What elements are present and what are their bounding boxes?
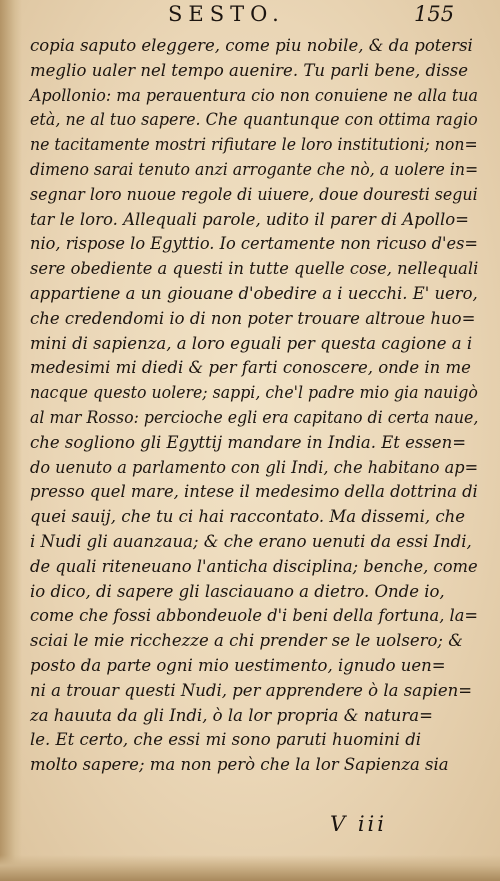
text-line: posto da parte ogni mio uestimento, ignudo uen=	[30, 655, 446, 675]
text-line: come che fossi abbondeuole d'i beni della fortuna, la=	[30, 606, 479, 626]
text-line: za hauuta da gli Indi, ò la lor propria & natura=	[30, 705, 433, 725]
text-line: quei sauij, che tu ci hai raccontato. Ma dissemi, che	[30, 507, 465, 527]
text-line: appartiene a un giouane d'obedire a i uecchi. E' uero,	[30, 283, 478, 303]
page-header	[0, 0, 500, 32]
signature-mark: V iii	[330, 812, 387, 836]
text-line: meglio ualer nel tempo auenire. Tu parli bene, disse	[30, 60, 469, 80]
text-line: dimeno sarai tenuto anzi arrogante che nò, a uolere in=	[30, 159, 479, 179]
text-line: de quali riteneuano l'anticha disciplina; benche, come	[30, 556, 478, 576]
text-line: io dico, di sapere gli lasciauano a dietro. Onde io,	[30, 581, 445, 601]
text-line: mini di sapienza, a loro eguali per questa cagione a i	[30, 333, 473, 353]
text-line: età, ne al tuo sapere. Che quantunque con ottima ragio	[30, 110, 478, 130]
text-line: copia saputo eleggere, come piu nobile, & da potersi	[30, 36, 473, 55]
body-text	[30, 34, 478, 778]
text-line: medesimi mi diedi & per farti conoscere, onde in me	[30, 358, 471, 378]
text-line: segnar loro nuoue regole di uiuere, doue douresti segui	[30, 184, 478, 204]
text-line: molto sapere; ma non però che la lor Sapienza sia	[30, 755, 449, 775]
text-line: che sogliono gli Egyttij mandare in India. Et essen=	[30, 432, 467, 452]
text-line: nacque questo uolere; sappi, che'l padre mio gia nauigò	[30, 383, 478, 403]
text-line: nio, rispose lo Egyttio. Io certamente non ricuso d'es=	[30, 234, 479, 254]
text-line: ni a trouar questi Nudi, per apprendere ò la sapien=	[30, 680, 473, 700]
text-line: al mar Rosso: percioche egli era capitano di certa naue,	[30, 407, 479, 427]
page-gutter-shadow	[0, 0, 22, 881]
text-line: presso quel mare, intese il medesimo della dottrina di	[30, 482, 478, 502]
page-bottom-edge	[0, 855, 500, 881]
text-line: tar le loro. Allequali parole, udito il parer di Apollo=	[30, 209, 469, 229]
text-line: che credendomi io di non poter trouare altroue huo=	[30, 308, 476, 328]
text-line: le. Et certo, che essi mi sono paruti huomini di	[30, 730, 422, 750]
running-head: SESTO.	[168, 2, 285, 26]
text-line: ne tacitamente mostri rifiutare le loro institutioni; non=	[30, 135, 478, 155]
text-line: do uenuto a parlamento con gli Indi, che habitano ap=	[30, 457, 479, 477]
text-line: Apollonio: ma perauentura cio non conuiene ne alla tua	[30, 85, 478, 105]
text-line: sere obediente a questi in tutte quelle cose, nellequali	[30, 259, 479, 279]
page-number: 155	[414, 2, 455, 26]
text-line: i Nudi gli auanzaua; & che erano uenuti da essi Indi,	[30, 531, 472, 551]
text-line: sciai le mie ricchezze a chi prender se le uolsero; &	[30, 631, 463, 651]
